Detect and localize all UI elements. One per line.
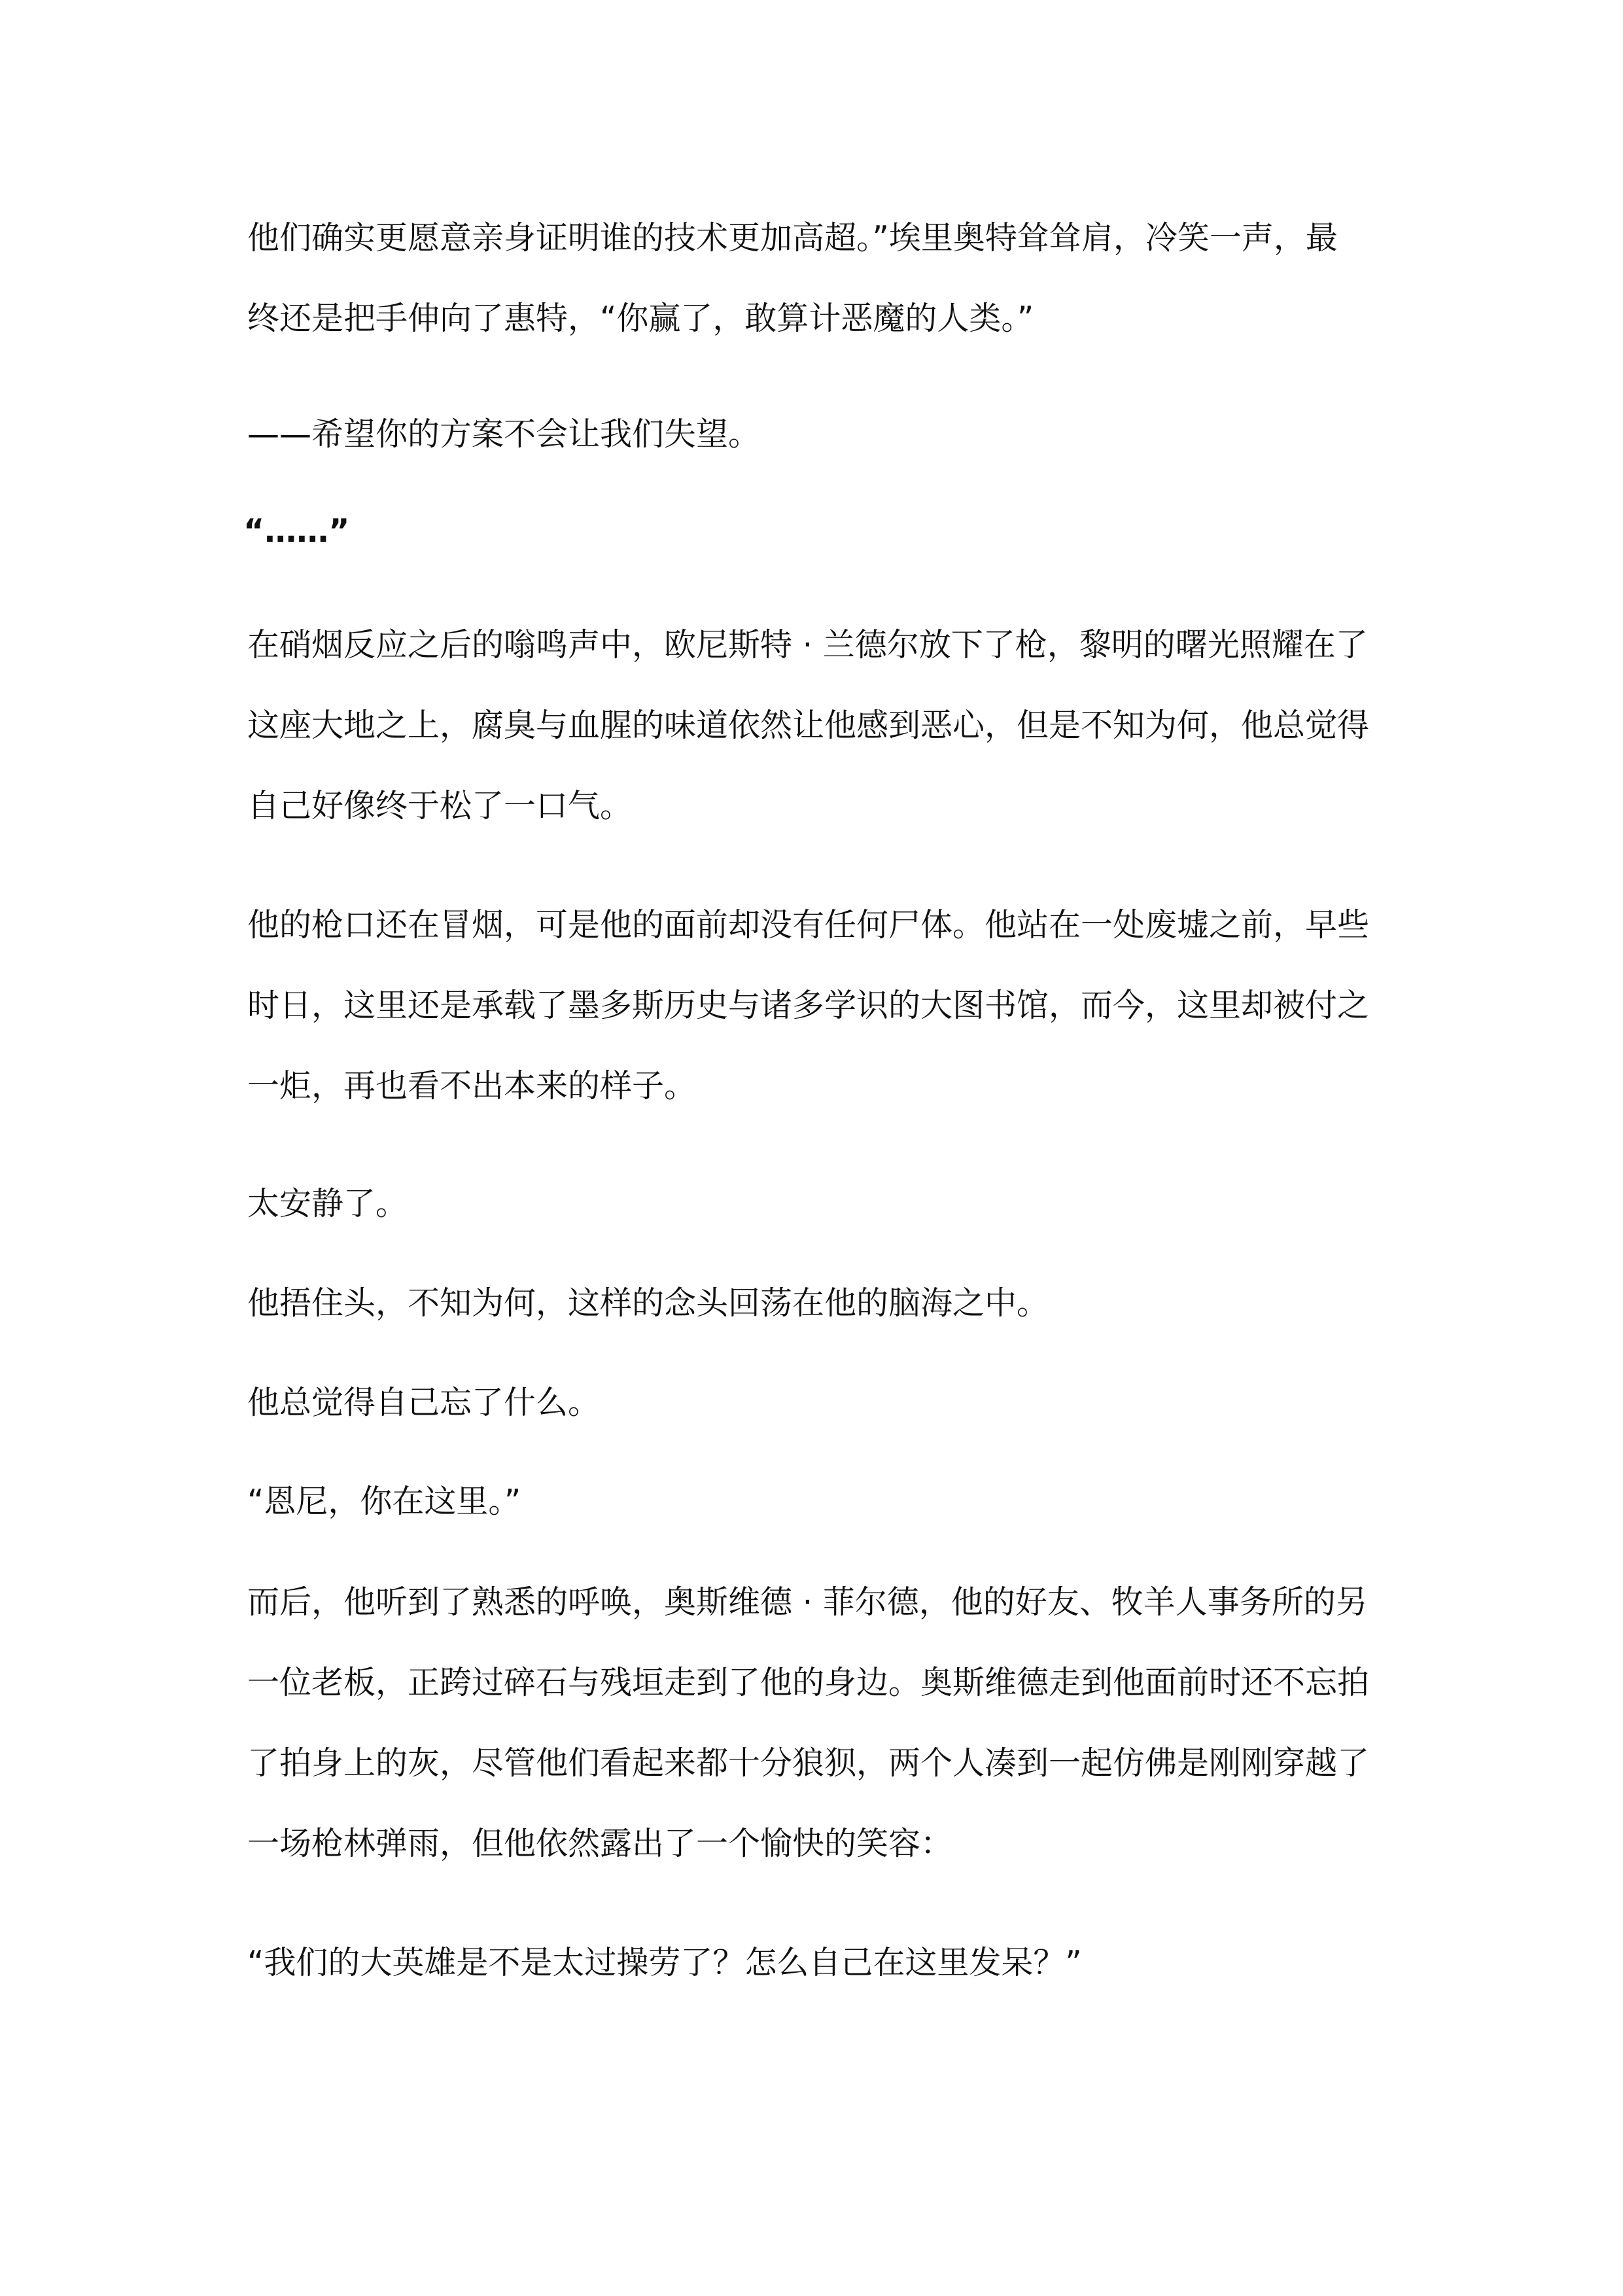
text-line: ——希望你的方案不会让我们失望。 xyxy=(247,415,761,453)
text-line: 他总觉得自己忘了什么。 xyxy=(247,1384,601,1421)
text-line: 自己好像终于松了一口气。 xyxy=(247,787,633,824)
text-line: 终还是把手伸向了惠特，“你赢了，敢算计恶魔的人类。” xyxy=(247,300,1034,337)
text-line: 他捂住头，不知为何，这样的念头回荡在他的脑海之中。 xyxy=(247,1284,1049,1322)
text-line: 一场枪林弹雨，但他依然露出了一个愉快的笑容： xyxy=(247,1825,953,1862)
text-line: 了拍身上的灰，尽管他们看起来都十分狼狈，两个人凑到一起仿佛是刚刚穿越了 xyxy=(247,1744,1370,1782)
text-line: 而后，他听到了熟悉的呼唤，奥斯维德 · 菲尔德，他的好友、牧羊人事务所的另 xyxy=(247,1583,1368,1621)
text-line: 他们确实更愿意亲身证明谁的技术更加高超。”埃里奥特耸耸肩，冷笑一声，最 xyxy=(247,219,1338,256)
text-line: “……” xyxy=(243,512,350,550)
text-line: “恩尼，你在这里。” xyxy=(247,1483,521,1520)
text-line: 一位老板，正跨过碎石与残垣走到了他的身边。奥斯维德走到他面前时还不忘拍 xyxy=(247,1664,1370,1701)
text-line: 一炬，再也看不出本来的样子。 xyxy=(247,1067,697,1104)
text-line: 在硝烟反应之后的嗡鸣声中，欧尼斯特 · 兰德尔放下了枪，黎明的曙光照耀在了 xyxy=(247,626,1368,663)
text-line: 太安静了。 xyxy=(247,1185,408,1222)
text-line: 他的枪口还在冒烟，可是他的面前却没有任何尸体。他站在一处废墟之前，早些 xyxy=(247,906,1370,944)
text-line: 这座大地之上，腐臭与血腥的味道依然让他感到恶心，但是不知为何，他总觉得 xyxy=(247,707,1370,744)
text-line: “我们的大英雄是不是太过操劳了？怎么自己在这里发呆？” xyxy=(247,1944,1082,1981)
text-line: 时日，这里还是承载了墨多斯历史与诸多学识的大图书馆，而今，这里却被付之 xyxy=(247,987,1370,1024)
